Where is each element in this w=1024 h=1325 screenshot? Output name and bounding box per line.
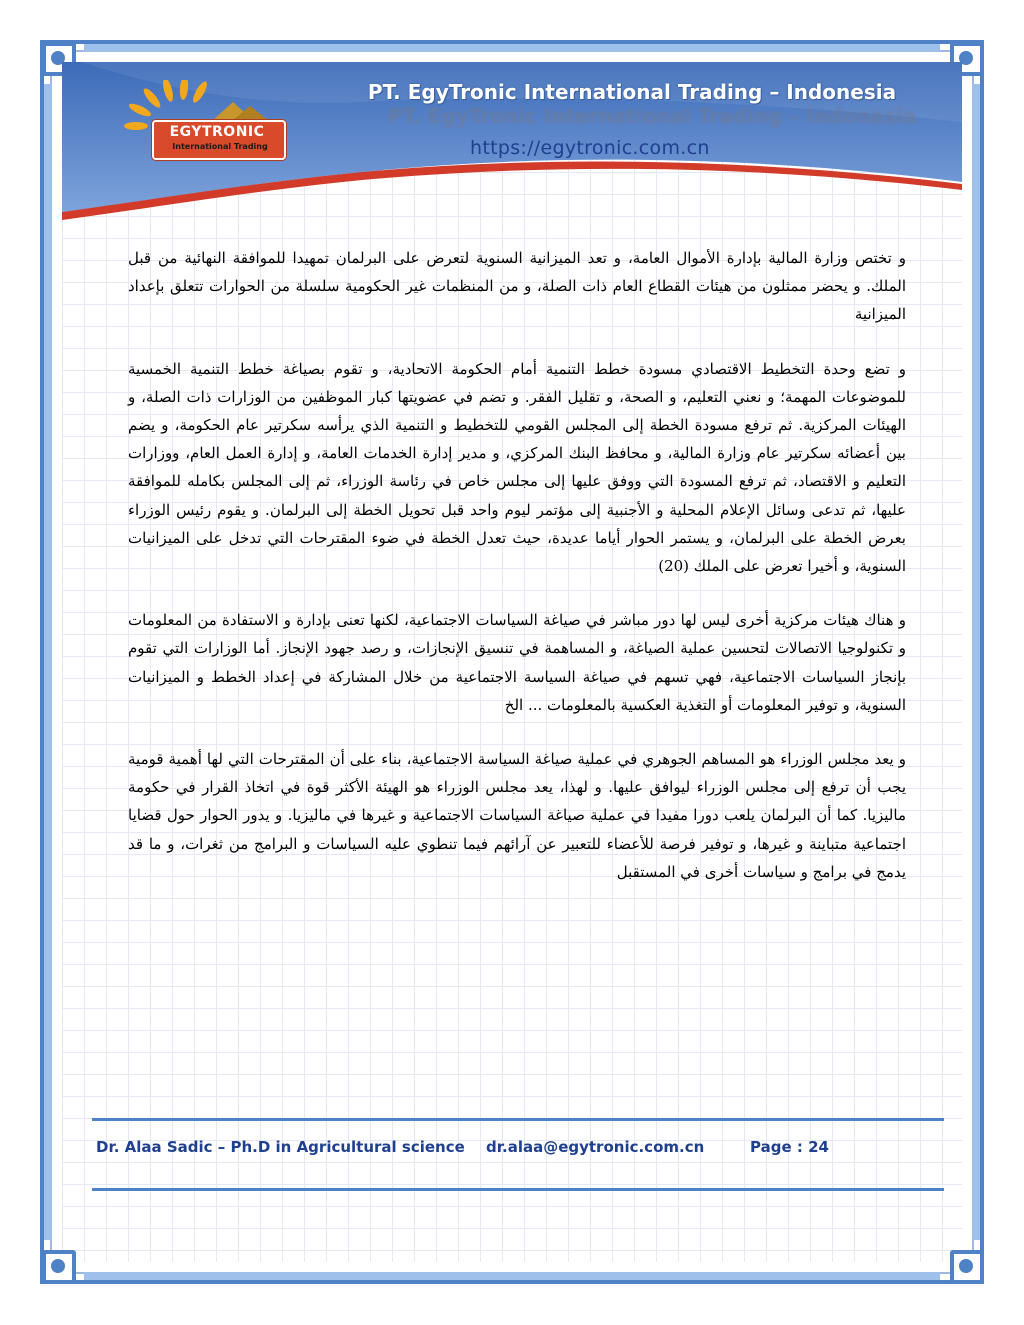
frame-left-strip <box>44 84 52 1240</box>
footer-email[interactable]: dr.alaa@egytronic.com.cn <box>486 1138 705 1156</box>
logo-name: EGYTRONIC <box>169 124 265 140</box>
company-title-shadow: PT. EgyTronic International Trading – Indonesia <box>387 104 917 128</box>
logo-tagline: International Trading <box>172 142 268 151</box>
frame-corner-bottom-left <box>36 1244 80 1288</box>
company-title: PT. EgyTronic International Trading – Indonesia <box>367 80 897 104</box>
footer-author: Dr. Alaa Sadic – Ph.D in Agricultural science <box>96 1138 465 1156</box>
paragraph-4: و يعد مجلس الوزراء هو المساهم الجوهري في عملية صياغة السياسة الاجتماعية، بناء على أن المقترحات التي لها أهمية قومية يجب أن ترفع إلى مجلس الوزراء ليوافق عليها. و لهذا، يعد مجلس الوزراء هو الهيئة الأكثر قوة في اتخاذ القرار في حكومة ماليزيا. كما أن البرلمان يلعب دورا مفيدا في عملية صياغة السياسات الاجتماعية و غيرها في ماليزيا. و يدور الحوار حول قضايا اجتماعية متباينة و غيرها، و توفير فرصة للأعضاء للتعبير عن آرائهم فيما تنطوي عليه السياسات و البرامج من ثغرات، و ما قد يدمج في برامج و سياسات أخرى في المستقبل <box>128 750 906 881</box>
frame-bottom-strip <box>84 1272 940 1280</box>
footer-top-rule <box>92 1118 944 1121</box>
paragraph-3: و هناك هيئات مركزية أخرى ليس لها دور مباشر في صياغة السياسات الاجتماعية، لكنها تعنى بإدارة و الاستفادة من المعلومات و تكنولوجيا الاتصالات لتحسين عملية الصياغة، و المساهمة في تنسيق الإنجازات، و رصد جهود الإنجاز. أما الوزارات التي تقوم بإنجاز السياسات الاجتماعية، فهي تسهم في صياغة السياسة الاجتماعية من خلال المشاركة في إعداد الخطط و الميزانيات السنوية، و توفير المعلومات أو التغذية العكسية بالمعلومات ... الخ <box>128 611 906 714</box>
paragraph-1: و تختص وزارة المالية بإدارة الأموال العامة، و تعد الميزانية السنوية لتعرض على البرلمان تمهيدا للموافقة النهائية من قبل الملك. و يحضر ممثلون من هيئات القطاع العام ذات الصلة، و من المنظمات غير الحكومية سلسلة من الحوارات تتعلق بإعداد الميزانية <box>128 249 906 324</box>
frame-top-strip <box>84 44 940 52</box>
footer-bottom-rule <box>92 1188 944 1191</box>
footer-page-number: Page : 24 <box>750 1138 829 1156</box>
article-body <box>128 244 906 912</box>
frame-corner-bottom-right <box>944 1244 988 1288</box>
company-logo <box>118 80 288 170</box>
company-url[interactable]: https://egytronic.com.cn <box>470 137 710 159</box>
paragraph-2: و تضع وحدة التخطيط الاقتصادي مسودة خطط التنمية أمام الحكومة الاتحادية، و تقوم بصياغة خطط التنمية الخمسية للموضوعات المهمة؛ و نعني التعليم، و الصحة، و تقليل الفقر. و تضم في عضويتها كبار الموظفين من الوزارات ذات الصلة، و الهيئات المركزية. ثم ترفع مسودة الخطة إلى المجلس القومي للتخطيط و التنمية الذي يرأسه سكرتير عام الحكومة، و يضم بين أعضائه سكرتير عام وزارة المالية، و محافظ البنك المركزي، و مدير إدارة الخدمات العامة، و إدارة العمل العام، ووزارات التعليم و الاقتصاد، ثم ترفع المسودة التي ووفق عليها إلى مجلس خاص في رئاسة الوزراء، ثم إلى المجلس بكامله للموافقة عليها، ثم تدعى وسائل الإعلام المحلية و الأجنبية إلى مؤتمر ليوم واحد قبل تحويل الخطة إلى البرلمان. و يقوم رئيس الوزراء بعرض الخطة على البرلمان، و يستمر الحوار أياما عديدة، حيث تعدل الخطة في ضوء المقترحات التي تدخل على الميزانيات السنوية، و أخيرا تعرض على الملك (20) <box>128 359 906 576</box>
page-header <box>62 62 962 232</box>
frame-right-strip <box>972 84 980 1240</box>
